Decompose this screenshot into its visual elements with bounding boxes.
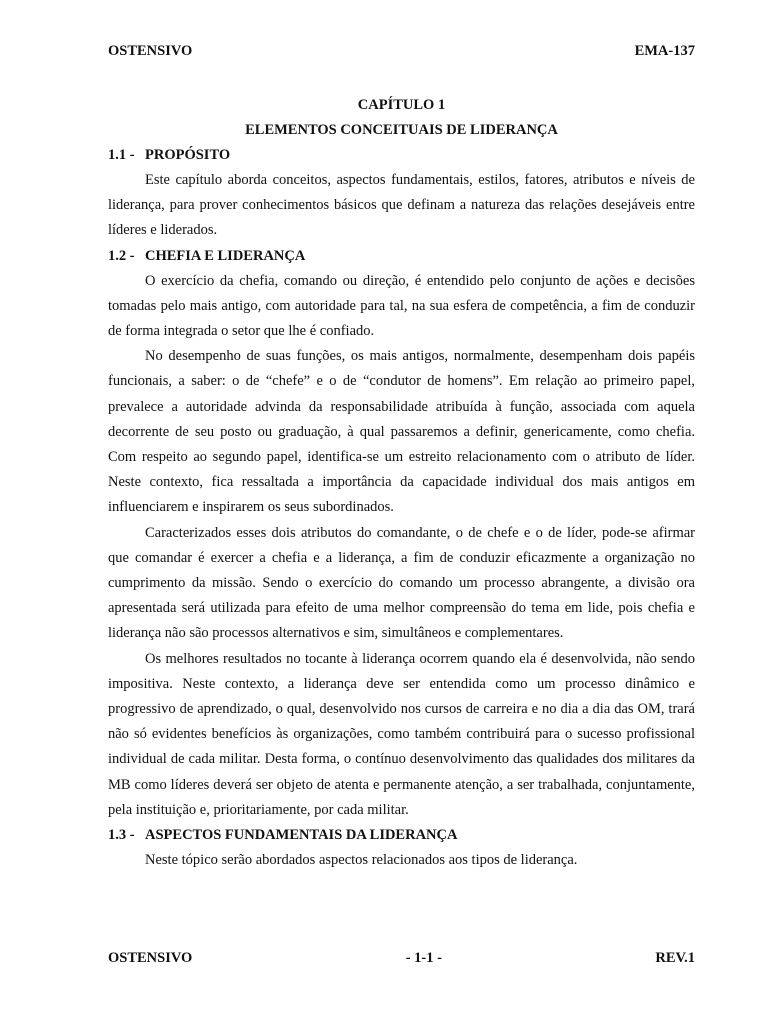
page-header [108, 43, 695, 60]
footer-classification: OSTENSIVO [108, 950, 193, 966]
revision-label: REV.1 [655, 950, 695, 966]
section-number: 1.1 - [108, 147, 135, 163]
header-document-code: EMA-137 [634, 43, 695, 59]
paragraph: Neste tópico serão abordados aspectos relacionados aos tipos de liderança. [145, 852, 578, 869]
paragraph: O exercício da chefia, comando ou direção, é entendido pelo conjunto de ações e decisões tomadas pelo mais antigo, com autoridade para tal, na sua esfera de competência, a fim de conduzir de forma integrada o setor que lhe é confiado. [108, 272, 695, 340]
paragraph: Este capítulo aborda conceitos, aspectos fundamentais, estilos, fatores, atributos e níveis de liderança, para prover conhecimentos básicos que definam a natureza das relações desejáveis entre líderes e liderados. [108, 172, 695, 239]
section-heading [108, 244, 695, 269]
section-1-2 [108, 244, 695, 823]
paragraph: Os melhores resultados no tocante à liderança ocorrem quando ela é desenvolvida, não sendo impositiva. Neste contexto, a liderança deve ser entendida como um processo dinâmico e progressivo de aprendizado, o qual, desenvolvido nos cursos de carreira e no dia a dia das OM, trará não só evidentes benefícios às organizações, como também contribuirá para o sucesso profissional individual de cada militar. Desta forma, o contínuo desenvolvimento das qualidades dos militares da MB como líderes deverá ser objeto de atenta e permanente atenção, a ser trabalhada, conjuntamente, pela instituição e, prioritariamente, por cada militar. [108, 650, 695, 818]
paragraph: Caracterizados esses dois atributos do comandante, o de chefe e o de líder, pode-se afirmar que comandar é exercer a chefia e a liderança, a fim de conduzir eficazmente a organização no cumprimento da missão. Sendo o exercício do comando um processo abrangente, a divisão ora apresentada será utilizada para efeito de uma melhor compreensão do tema em lide, pois chefia e liderança não são processos alternativos e sim, simultâneos e complementares. [108, 524, 695, 642]
section-title: CHEFIA E LIDERANÇA [145, 247, 306, 264]
section-1-1 [108, 143, 695, 244]
chapter-label: CAPÍTULO 1 [357, 97, 446, 113]
section-heading [108, 143, 695, 168]
page-number: - 1-1 - [405, 950, 442, 966]
header-classification: OSTENSIVO [108, 43, 193, 59]
page-body [108, 93, 695, 873]
section-heading [108, 823, 695, 848]
section-number: 1.3 - [108, 827, 135, 844]
section-number: 1.2 - [108, 247, 135, 264]
chapter-title: ELEMENTOS CONCEITUAIS DE LIDERANÇA [245, 122, 558, 138]
section-title: ASPECTOS FUNDAMENTAIS DA LIDERANÇA [145, 827, 458, 844]
section-title: PROPÓSITO [145, 147, 231, 163]
paragraph: No desempenho de suas funções, os mais antigos, normalmente, desempenham dois papéis funcionais, a saber: o de “chefe” e o de “condutor de homens”. Em relação ao primeiro papel, prevalece a autoridade advinda da responsabilidade atribuída à função, associada com aquela decorrente de seu posto ou graduação, à qual passaremos a definir, genericamente, como chefia. Com respeito ao segundo papel, identifica-se um estreito relacionamento com o atributo de líder. Neste contexto, fica ressaltada a importância da capacidade individual dos mais antigos em influenciarem e inspirarem os seus subordinados. [108, 348, 695, 516]
page-footer [108, 950, 695, 967]
section-1-3 [108, 823, 695, 873]
